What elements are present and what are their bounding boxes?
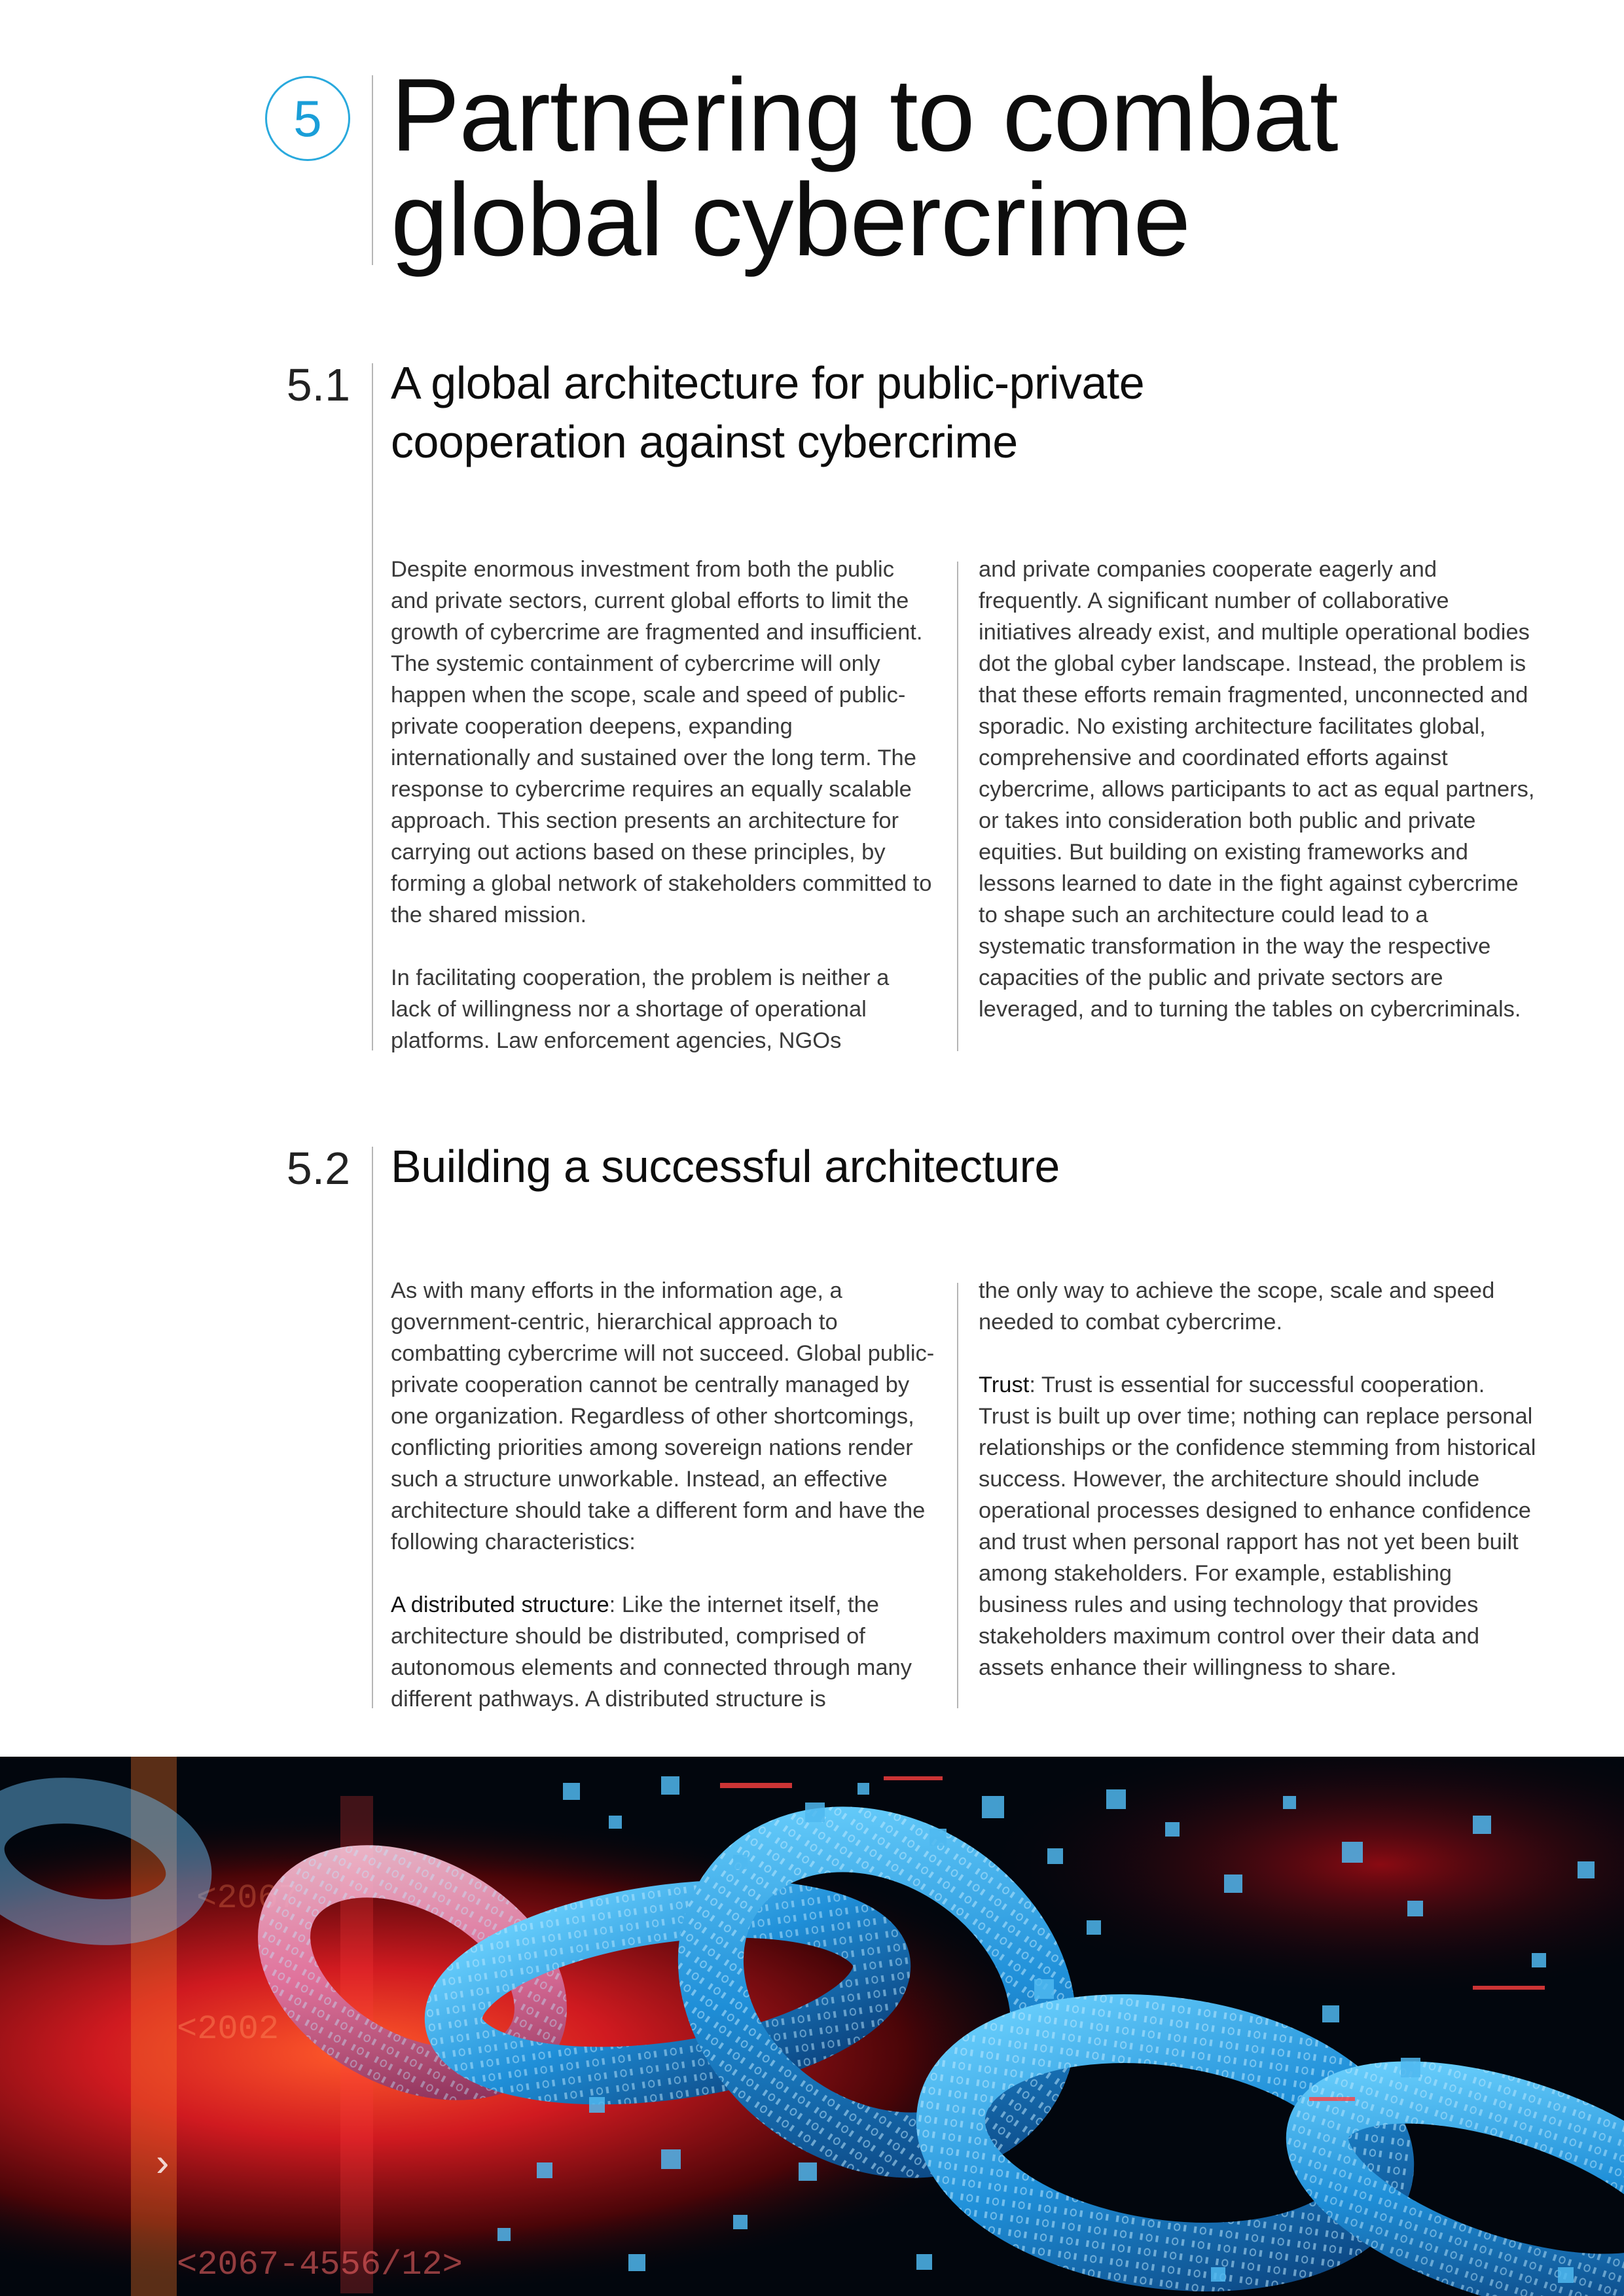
column-divider bbox=[957, 1283, 958, 1708]
paragraph: the only way to achieve the scope, scale and speed needed to combat cybercrime. bbox=[979, 1278, 1495, 1335]
section-title: A global architecture for public-private cooperation against cybercrime bbox=[391, 357, 1145, 467]
section-divider bbox=[372, 1147, 373, 1708]
paragraph: and private companies cooperate eagerly and frequently. A significant number of collaborative initiatives already exist, and multiple operational bodies dot the global cyber landscape. Instead, the problem is that these efforts remain fragmented, unconnected and sporadic. No existing architecture facilitates global, comprehensive and coordinated efforts against cybercrime, allows participants to act as equal partners, or takes into consideration both public and private equities. But building on existing frameworks and lessons learned to date in the fight against cybercrime to shape such an architecture could lead to a systematic transformation in the way the respective capacities of the public and private sectors are leveraged, and to turning the tables on cybercriminals. bbox=[979, 557, 1535, 1022]
chevron-right-icon: › bbox=[151, 2144, 175, 2188]
text-column-right bbox=[979, 554, 1535, 1025]
code-text: <2002 bbox=[177, 2010, 280, 2049]
section-number: 5.1 bbox=[286, 359, 350, 410]
chapter-number: 5 bbox=[293, 90, 322, 147]
text-column-left bbox=[391, 1275, 947, 1715]
section-divider bbox=[372, 363, 373, 1050]
code-text: <2067-4556/12> bbox=[177, 2246, 463, 2284]
paragraph-text: : Like the internet itself, the architecture should be distributed, comprised of autonomous elements and connected through many different pathways. A distributed structure is bbox=[391, 1592, 912, 1712]
text-column-right bbox=[979, 1275, 1538, 1683]
paragraph bbox=[979, 1369, 1538, 1683]
paragraph-text: : Trust is essential for successful cooperation. Trust is built up over time; nothing can replace personal relationships or the confidence stemming from historical success. However, the architecture should include operational processes designed to enhance confidence and trust when personal rapport has not yet been built among stakeholders. For example, establishing business rules and using technology that provides stakeholders maximum control over their data and assets enhance their willingness to share. bbox=[979, 1372, 1536, 1680]
column-divider bbox=[957, 562, 958, 1051]
paragraph-lead: A distributed structure bbox=[391, 1592, 609, 1617]
code-text: <2067 bbox=[196, 1879, 299, 1918]
paragraph: Despite enormous investment from both the public and private sectors, current global efforts to limit the growth of cybercrime are fragmented and insufficient. The systemic containment of cybercrime will only happen when the scope, scale and speed of public-private cooperation deepens, expanding internationally and sustained over the long term. The response to cybercrime requires an equally scalable approach. This section presents an architecture for carrying out actions based on these principles, by forming a global network of stakeholders committed to the shared mission. bbox=[391, 557, 932, 927]
chapter-divider bbox=[372, 75, 373, 265]
chain-links-illustration bbox=[0, 1757, 1624, 2296]
text-column-left bbox=[391, 554, 934, 1056]
section-title: Building a successful architecture bbox=[391, 1141, 1060, 1192]
paragraph: In facilitating cooperation, the problem is neither a lack of willingness nor a shortage of operational platforms. Law enforcement agencies, NGOs bbox=[391, 965, 890, 1053]
chain-links-image bbox=[0, 1757, 1624, 2296]
paragraph: As with many efforts in the information age, a government-centric, hierarchical approach to combatting cybercrime will not succeed. Global public-private cooperation cannot be centrally managed by one organization. Regardless of other shortcomings, conflicting priorities among sovereign nations render such a structure unworkable. Instead, an effective architecture should take a different form and have the following characteristics: bbox=[391, 1278, 935, 1554]
section-number: 5.2 bbox=[286, 1143, 350, 1194]
chapter-title: Partnering to combat global cybercrime bbox=[391, 58, 1338, 278]
chapter-number-badge bbox=[265, 76, 350, 161]
paragraph bbox=[391, 1589, 947, 1715]
paragraph-lead: Trust bbox=[979, 1372, 1030, 1397]
